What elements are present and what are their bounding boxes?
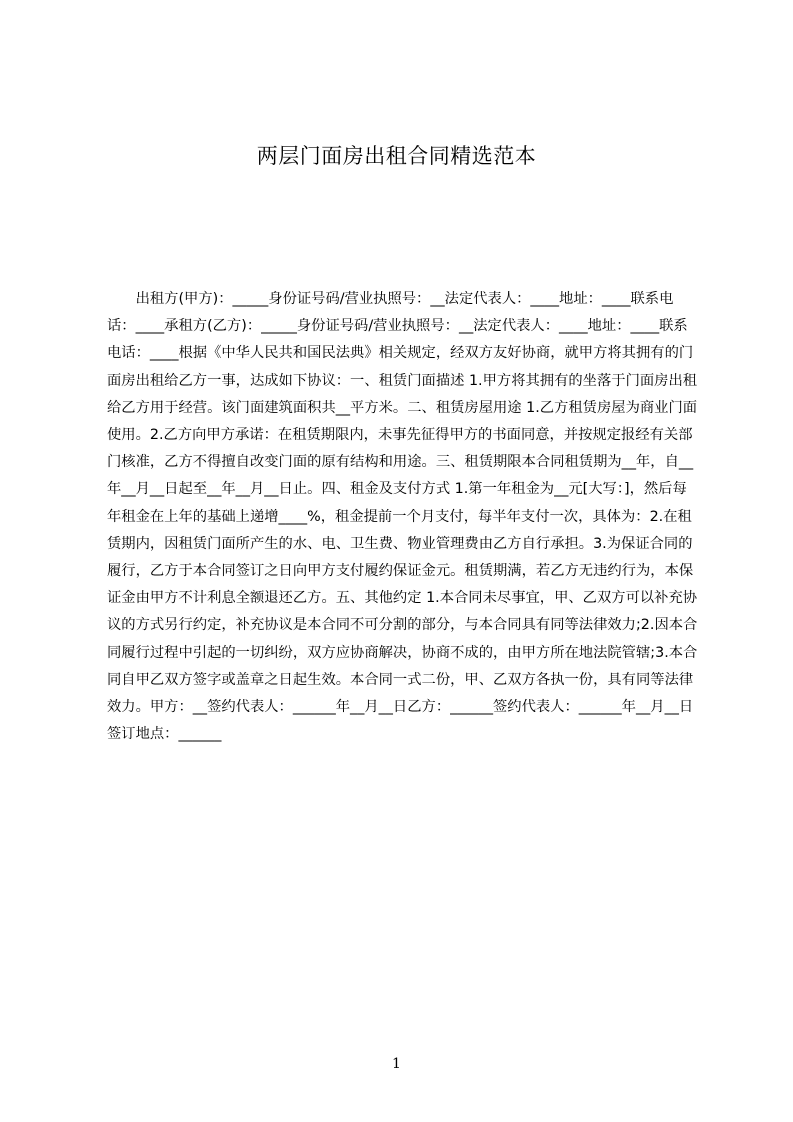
contract-body: 出租方(甲方)：_____身份证号码/营业执照号：__法定代表人：____地址：____联系电话：____承租方(乙方)：_____身份证号码/营业执照号：__法定代表人：____地址：____联系电话：____根据《中华人民共和国民法典》相关规定，经双方友好协商，就甲方将其拥有的门面房出租给乙方一事，达成如下协议：一、租赁门面描述 1.甲方将其拥有的坐落于门面房出租给乙方用于经营。该门面建筑面积共__平方米。二、租赁房屋用途 1.乙方租赁房屋为商业门面使用。2.乙方向甲方承诺：在租赁期限内，未事先征得甲方的书面同意，并按规定报经有关部门核准，乙方不得擅自改变门面的原有结构和用途。三、租赁期限本合同租赁期为__年，自__年__月__日起至__年__月__日止。四、租金及支付方式 1.第一年租金为__元[大写：]，然后每年租金在上年的基础上递增____%，租金提前一个月支付，每半年支付一次，具体为：2.在租赁期内，因租赁门面所产生的水、电、卫生费、物业管理费由乙方自行承担。3.为保证合同的履行，乙方于本合同签订之日向甲方支付履约保证金元。租赁期满，若乙方无违约行为，本保证金由甲方不计利息全额退还乙方。五、其他约定 1.本合同未尽事宜，甲、乙双方可以补充协议的方式另行约定，补充协议是本合同不可分割的部分，与本合同具有同等法律效力;2.因本合同履行过程中引起的一切纠纷，双方应协商解决，协商不成的，由甲方所在地法院管辖;3.本合同自甲乙双方签字或盖章之日起生效。本合同一式二份，甲、乙双方各执一份，具有同等法律效力。甲方：__签约代表人：______年__月__日乙方：______签约代表人：______年__月__日签订地点：______ (107, 291, 698, 743)
page-number: 1 (392, 1056, 401, 1072)
document-title: 两层门面房出租合同精选范本 (256, 144, 537, 168)
